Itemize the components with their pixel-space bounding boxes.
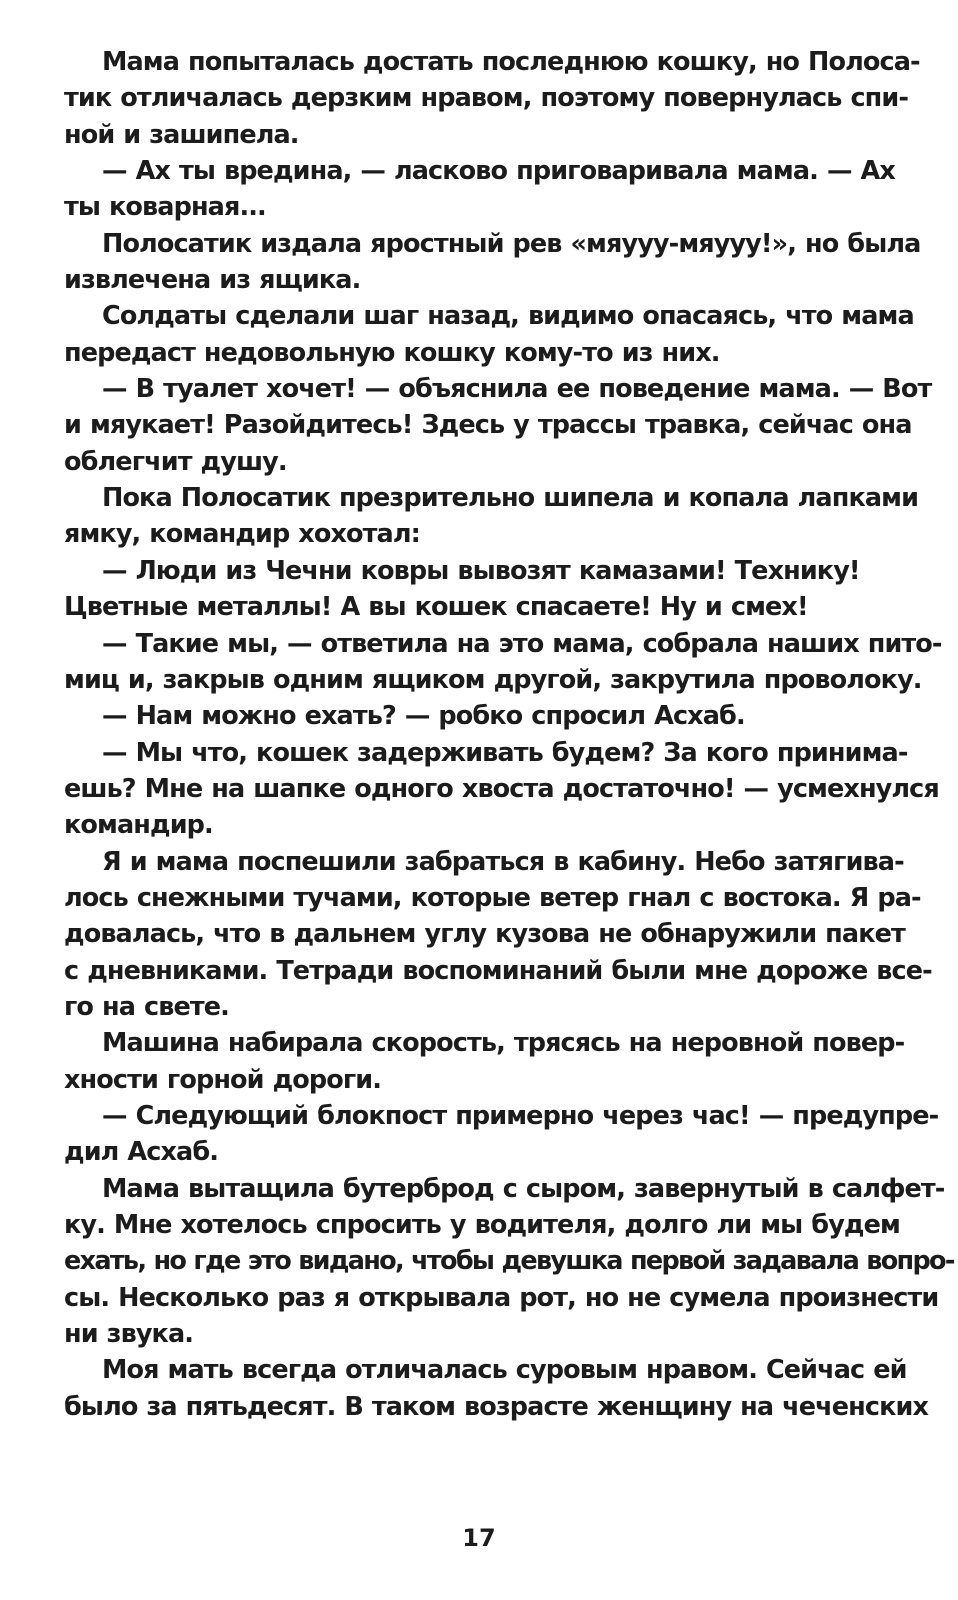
text-line: Солдаты сделали шаг назад, видимо опасаясь, что мама [102, 301, 914, 332]
text-line: Мама вытащила бутерброд с сыром, завернутый в салфет- [102, 1173, 945, 1204]
text-line: командир. [64, 810, 213, 841]
text-line: Я и мама поспешили забраться в кабину. Небо затягива- [102, 846, 904, 877]
text-line: го на свете. [64, 991, 229, 1022]
text-line: ешь? Мне на шапке одного хвоста достаточно! — усмехнулся [64, 773, 939, 804]
text-line: хности горной дороги. [64, 1064, 382, 1095]
book-page-text [64, 44, 954, 1425]
text-line: Мама попыталась достать последнюю кошку, но Полоса- [102, 47, 920, 77]
text-line: довалась, что в дальнем углу кузова не обнаружили пакет [64, 919, 905, 950]
text-line: — Люди из Чечни ковры вывозят камазами! Технику! [102, 555, 860, 586]
text-line: Моя мать всегда отличалась суровым нравом. Сейчас ей [102, 1355, 907, 1386]
text-line: — В туалет хочет! — объяснила ее поведение мама. — Вот [102, 374, 932, 405]
text-line: ямку, командир хохотал: [64, 519, 420, 550]
text-line: сы. Несколько раз я открывала рот, но не сумела произнести [64, 1282, 939, 1313]
text-line: тик отличалась дерзким нравом, поэтому повернулась спи- [64, 83, 909, 114]
text-line: Полосатик издала яростный рев «мяууу-мяууу!», но была [102, 228, 921, 259]
text-line: ехать, но где это видано, чтобы девушка первой задавала вопро- [64, 1246, 954, 1277]
text-line: дил Асхаб. [64, 1137, 219, 1168]
text-line: — Нам можно ехать? — робко спросил Асхаб. [102, 701, 745, 732]
text-line: — Мы что, кошек задерживать будем? За кого принима- [102, 737, 908, 768]
text-line: ной и зашипела. [64, 119, 299, 150]
text-line: миц и, закрыв одним ящиком другой, закрутила проволоку. [64, 664, 922, 695]
text-line: и мяукает! Разойдитесь! Здесь у трассы травка, сейчас она [64, 410, 912, 441]
text-line: извлечена из ящика. [64, 265, 361, 296]
text-line: было за пятьдесят. В таком возрасте женщину на чеченских [64, 1391, 929, 1422]
text-line: ку. Мне хотелось спросить у водителя, долго ли мы будем [64, 1210, 900, 1240]
text-line: с дневниками. Тетради воспоминаний были мне дороже все- [64, 955, 932, 986]
text-line: ни звука. [64, 1319, 194, 1350]
page-number: 17 [462, 1524, 496, 1552]
text-line: — Следующий блокпост примерно через час! — предупре- [102, 1100, 939, 1131]
text-line: передаст недовольную кошку кому-то из них. [64, 337, 720, 368]
text-line: — Такие мы, — ответила на это мама, собрала наших пито- [102, 628, 942, 659]
text-line: Машина набирала скорость, трясясь на неровной повер- [102, 1028, 905, 1059]
text-line: Цветные металлы! А вы кошек спасаете! Ну и смех! [64, 592, 808, 623]
text-line: ты коварная... [64, 192, 266, 223]
text-line: облегчит душу. [64, 446, 287, 477]
text-line: — Ах ты вредина, — ласково приговаривала мама. — Ах [102, 156, 895, 187]
text-line: Пока Полосатик презрительно шипела и копала лапками [102, 483, 919, 514]
text-line: лось снежными тучами, которые ветер гнал с востока. Я ра- [64, 882, 921, 913]
